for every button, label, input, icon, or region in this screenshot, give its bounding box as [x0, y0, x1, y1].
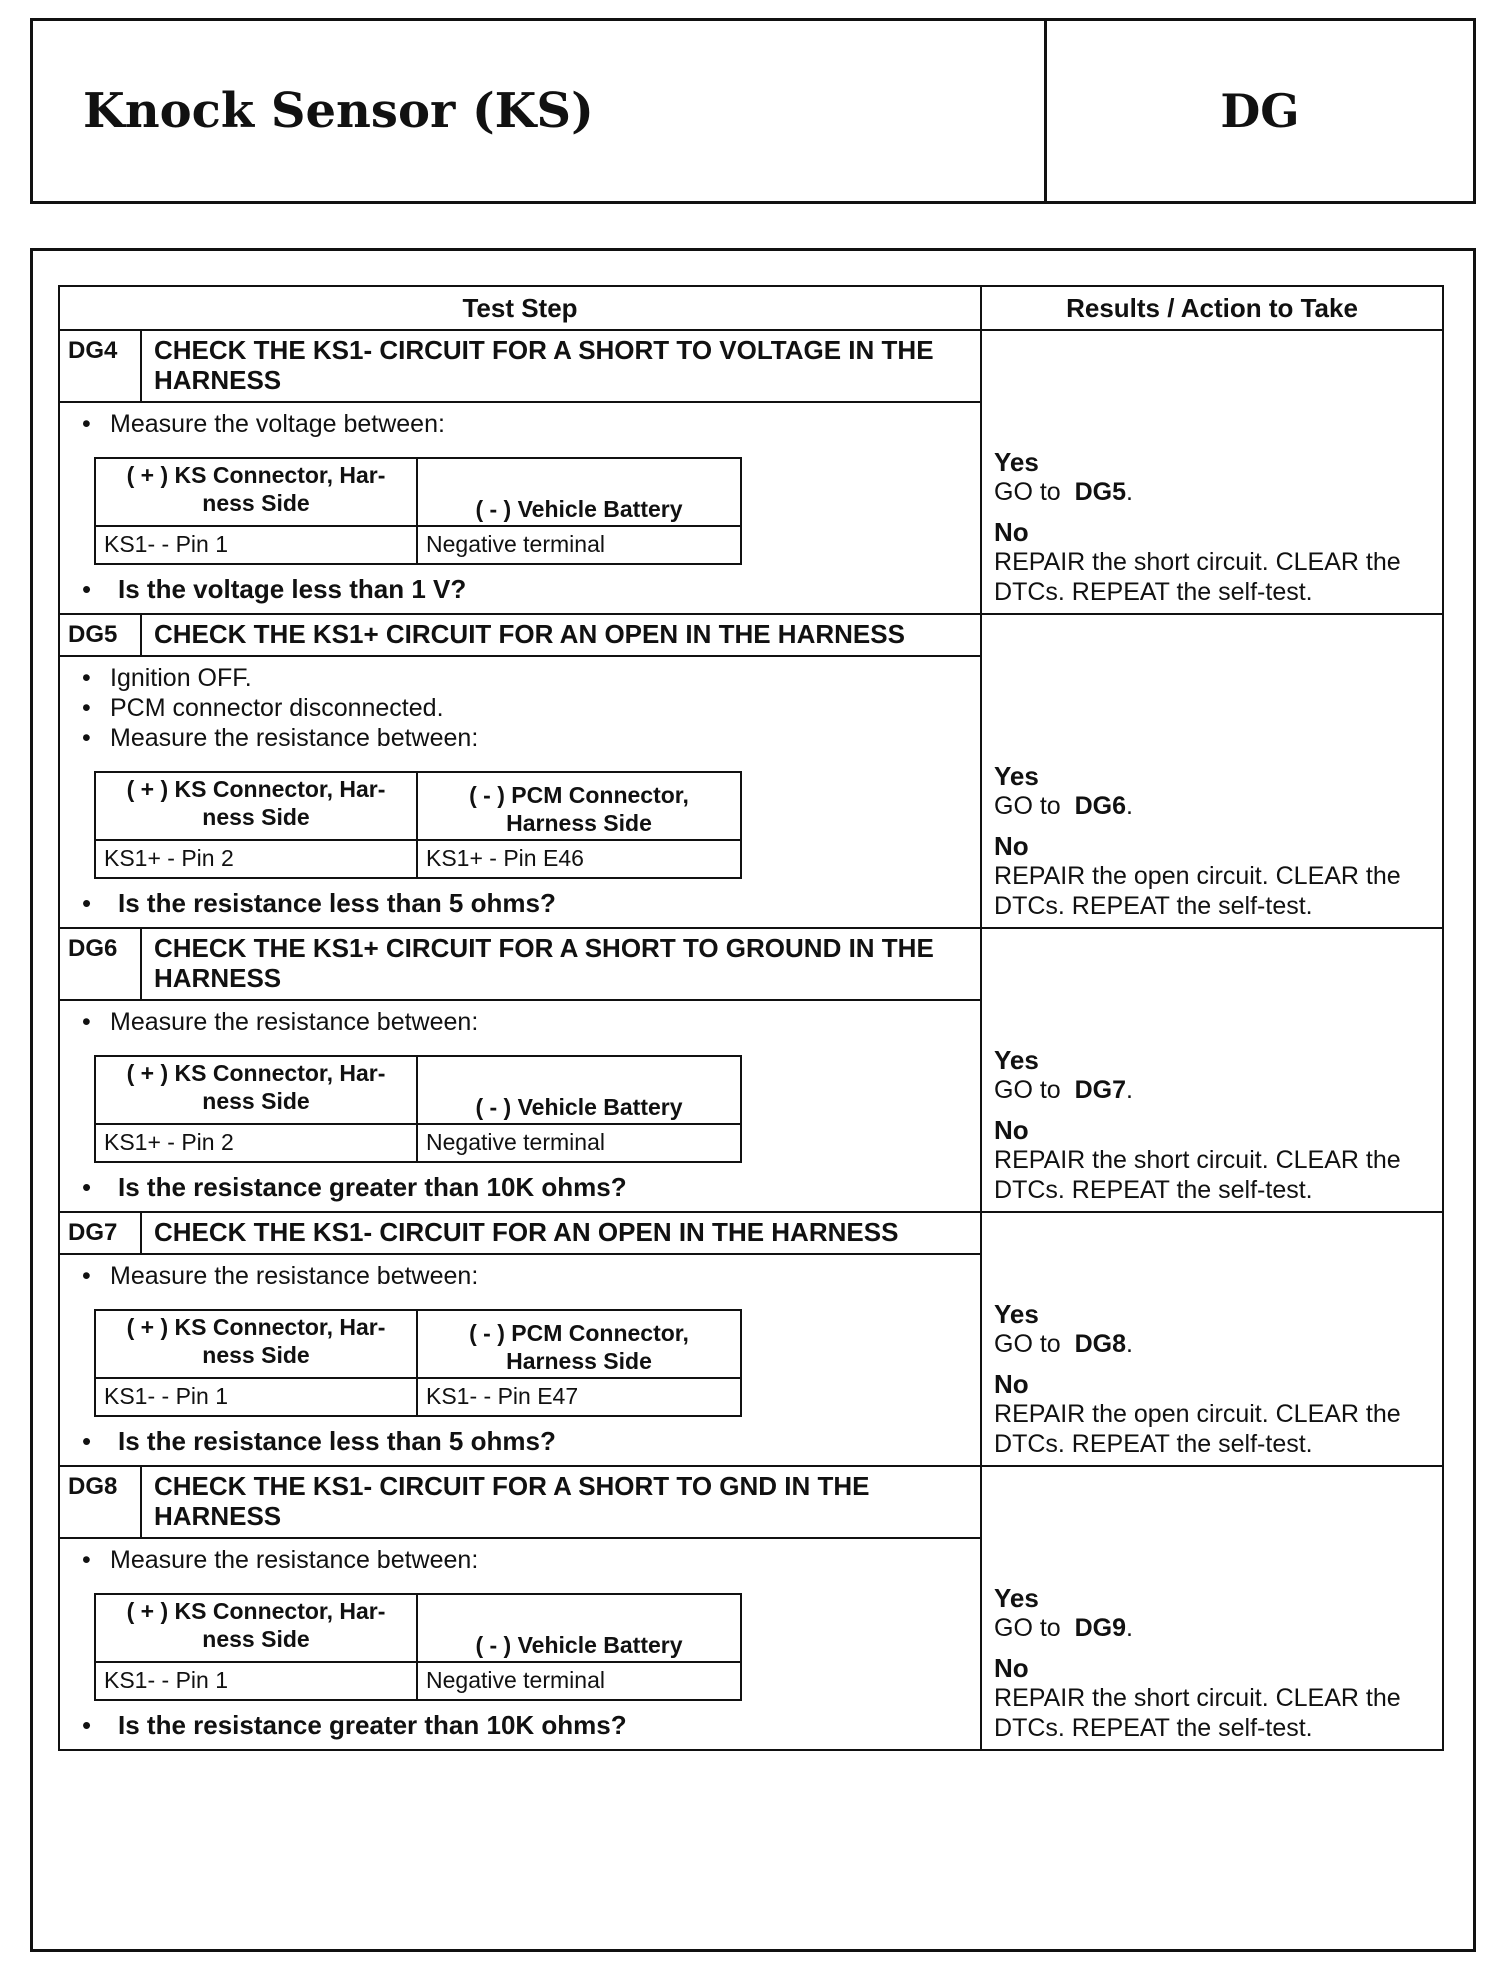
yes-text-text: GO to [994, 1614, 1061, 1642]
no-text: No [994, 517, 1029, 547]
result-no-label [994, 517, 1432, 547]
yes-dot-text: . [1126, 1076, 1133, 1104]
step-instructions [74, 1007, 970, 1037]
h1-text: ( + ) KS Connector, Har- ness Side [126, 462, 386, 516]
connector-value-positive [95, 1124, 417, 1162]
connector-value-negative [417, 1662, 741, 1700]
result-yes-label [994, 447, 1432, 477]
no-text: No [994, 831, 1029, 861]
connector-header-positive [95, 1310, 417, 1378]
step-id [59, 1212, 141, 1254]
result-yes-label [994, 761, 1432, 791]
result-no-action [994, 1399, 1432, 1459]
result-yes-action [994, 1613, 1432, 1643]
question-text: Is the resistance greater than 10K ohms? [118, 1172, 627, 1202]
result-yes-target: DG5 [1074, 478, 1127, 506]
h2-text: ( - ) PCM Connector, Harness Side [469, 782, 689, 836]
connector-header-negative [417, 772, 741, 840]
yes-text-text: GO to [994, 792, 1061, 820]
id-text: DG5 [68, 621, 118, 648]
step-question [74, 1709, 970, 1741]
step-title [141, 614, 981, 656]
instruction-item: • PCM connector disconnected. [74, 693, 970, 723]
connector-table [94, 1593, 742, 1701]
step-result [981, 928, 1443, 1212]
id-text: DG7 [68, 1219, 118, 1246]
result-yes-action [994, 1075, 1432, 1105]
yes-text: Yes [994, 1299, 1039, 1329]
id-text: DG4 [68, 337, 118, 364]
yes-text-text: GO to [994, 478, 1061, 506]
step-result [981, 330, 1443, 614]
id-text: DG8 [68, 1473, 118, 1500]
v2-text: Negative terminal [426, 1667, 605, 1693]
h2-text: ( - ) Vehicle Battery [475, 1094, 683, 1120]
connector-header-positive [95, 458, 417, 526]
page-title: Knock Sensor (KS) [33, 21, 1047, 201]
step-title-row [59, 1212, 1443, 1254]
connector-header-positive [95, 772, 417, 840]
no-text: No [994, 1115, 1029, 1145]
no-text-text: REPAIR the open circuit. CLEAR the DTCs. REPEAT the self-test. [994, 1400, 1401, 1458]
step-instructions [74, 409, 970, 439]
connector-header-negative [417, 1594, 741, 1662]
step-result [981, 1212, 1443, 1466]
result-no-label [994, 1369, 1432, 1399]
instruction-item: • Measure the resistance between: [74, 1007, 970, 1037]
table-header-row [59, 286, 1443, 330]
step-body [59, 656, 981, 928]
h2-text: ( - ) Vehicle Battery [475, 1632, 683, 1658]
step-title [141, 330, 981, 402]
connector-table [94, 1309, 742, 1417]
result-yes-target: DG7 [1074, 1076, 1127, 1104]
v1-text: KS1+ - Pin 2 [104, 1129, 234, 1155]
connector-header-positive [95, 1056, 417, 1124]
v1-text: KS1- - Pin 1 [104, 1667, 228, 1693]
connector-value-positive [95, 1662, 417, 1700]
section-code: DG [1220, 84, 1300, 138]
result-no-action [994, 1145, 1432, 1205]
h1-text: ( + ) KS Connector, Har- ness Side [126, 1314, 386, 1368]
question-text: Is the resistance greater than 10K ohms? [118, 1710, 627, 1740]
step-body [59, 1254, 981, 1466]
column-header-test-step: Test Step [59, 286, 981, 330]
step-title-row [59, 614, 1443, 656]
step-title-row [59, 330, 1443, 402]
step-question [74, 887, 970, 919]
title-text: CHECK THE KS1+ CIRCUIT FOR AN OPEN IN THE HARNESS [154, 619, 905, 649]
question-text: Is the resistance less than 5 ohms? [118, 1426, 556, 1456]
result-yes-action [994, 791, 1432, 821]
result-yes-label [994, 1045, 1432, 1075]
connector-header-negative [417, 1310, 741, 1378]
h1-text: ( + ) KS Connector, Har- ness Side [126, 776, 386, 830]
yes-dot-text: . [1126, 792, 1133, 820]
result-yes-label [994, 1583, 1432, 1613]
result-yes-target: DG6 [1074, 792, 1127, 820]
connector-table [94, 771, 742, 879]
no-text-text: REPAIR the short circuit. CLEAR the DTCs. REPEAT the self-test. [994, 548, 1401, 606]
result-yes-action [994, 1329, 1432, 1359]
step-title-row [59, 1466, 1443, 1538]
instruction-item: • Measure the voltage between: [74, 409, 970, 439]
connector-table [94, 457, 742, 565]
step-id [59, 614, 141, 656]
title-text: CHECK THE KS1- CIRCUIT FOR A SHORT TO VOLTAGE IN THE HARNESS [154, 335, 934, 395]
step-question [74, 1425, 970, 1457]
v2-text: Negative terminal [426, 1129, 605, 1155]
result-yes-action [994, 477, 1432, 507]
v2-text: KS1- - Pin E47 [426, 1383, 579, 1409]
step-result [981, 1466, 1443, 1750]
yes-dot-text: . [1126, 1614, 1133, 1642]
v2-text: Negative terminal [426, 531, 605, 557]
step-title [141, 1212, 981, 1254]
step-id [59, 330, 141, 402]
result-no-label [994, 831, 1432, 861]
yes-text: Yes [994, 1045, 1039, 1075]
yes-text: Yes [994, 761, 1039, 791]
result-no-label [994, 1653, 1432, 1683]
connector-value-positive [95, 1378, 417, 1416]
instruction-item: • Ignition OFF. [74, 663, 970, 693]
yes-dot-text: . [1126, 478, 1133, 506]
step-body [59, 1538, 981, 1750]
yes-text: Yes [994, 447, 1039, 477]
id-text: DG6 [68, 935, 118, 962]
step-body [59, 402, 981, 614]
step-instructions [74, 1545, 970, 1575]
step-instructions [74, 663, 970, 753]
yes-text-text: GO to [994, 1076, 1061, 1104]
no-text-text: REPAIR the open circuit. CLEAR the DTCs. REPEAT the self-test. [994, 862, 1401, 920]
step-body [59, 1000, 981, 1212]
instruction-item: • Measure the resistance between: [74, 1545, 970, 1575]
result-no-action [994, 1683, 1432, 1743]
result-no-label [994, 1115, 1432, 1145]
result-yes-target: DG8 [1074, 1330, 1127, 1358]
result-no-action [994, 547, 1432, 607]
step-title-row [59, 928, 1443, 1000]
step-question [74, 573, 970, 605]
connector-value-negative [417, 526, 741, 564]
step-result [981, 614, 1443, 928]
no-text: No [994, 1369, 1029, 1399]
h2-text: ( - ) PCM Connector, Harness Side [469, 1320, 689, 1374]
connector-header-negative [417, 458, 741, 526]
instruction-item: • Measure the resistance between: [74, 723, 970, 753]
v1-text: KS1- - Pin 1 [104, 531, 228, 557]
step-instructions [74, 1261, 970, 1291]
v1-text: KS1- - Pin 1 [104, 1383, 228, 1409]
connector-value-positive [95, 840, 417, 878]
yes-text: Yes [994, 1583, 1039, 1613]
step-question [74, 1171, 970, 1203]
question-text: Is the voltage less than 1 V? [118, 574, 467, 604]
connector-value-negative [417, 1124, 741, 1162]
instruction-item: • Measure the resistance between: [74, 1261, 970, 1291]
connector-value-positive [95, 526, 417, 564]
title-text: CHECK THE KS1- CIRCUIT FOR AN OPEN IN THE HARNESS [154, 1217, 899, 1247]
column-header-results: Results / Action to Take [981, 286, 1443, 330]
result-yes-label [994, 1299, 1432, 1329]
yes-text-text: GO to [994, 1330, 1061, 1358]
v1-text: KS1+ - Pin 2 [104, 845, 234, 871]
question-text: Is the resistance less than 5 ohms? [118, 888, 556, 918]
h1-text: ( + ) KS Connector, Har- ness Side [126, 1060, 386, 1114]
h1-text: ( + ) KS Connector, Har- ness Side [126, 1598, 386, 1652]
step-id [59, 1466, 141, 1538]
page-header [30, 18, 1476, 204]
no-text-text: REPAIR the short circuit. CLEAR the DTCs. REPEAT the self-test. [994, 1684, 1401, 1742]
connector-value-negative [417, 1378, 741, 1416]
title-text: CHECK THE KS1+ CIRCUIT FOR A SHORT TO GROUND IN THE HARNESS [154, 933, 934, 993]
step-title [141, 928, 981, 1000]
v2-text: KS1+ - Pin E46 [426, 845, 584, 871]
connector-table [94, 1055, 742, 1163]
step-title [141, 1466, 981, 1538]
result-yes-target: DG9 [1074, 1614, 1127, 1642]
connector-header-positive [95, 1594, 417, 1662]
connector-header-negative [417, 1056, 741, 1124]
result-no-action [994, 861, 1432, 921]
title-text: CHECK THE KS1- CIRCUIT FOR A SHORT TO GND IN THE HARNESS [154, 1471, 870, 1531]
h2-text: ( - ) Vehicle Battery [475, 496, 683, 522]
connector-value-negative [417, 840, 741, 878]
yes-dot-text: . [1126, 1330, 1133, 1358]
no-text-text: REPAIR the short circuit. CLEAR the DTCs. REPEAT the self-test. [994, 1146, 1401, 1204]
no-text: No [994, 1653, 1029, 1683]
test-step-table [58, 285, 1444, 1751]
step-id [59, 928, 141, 1000]
